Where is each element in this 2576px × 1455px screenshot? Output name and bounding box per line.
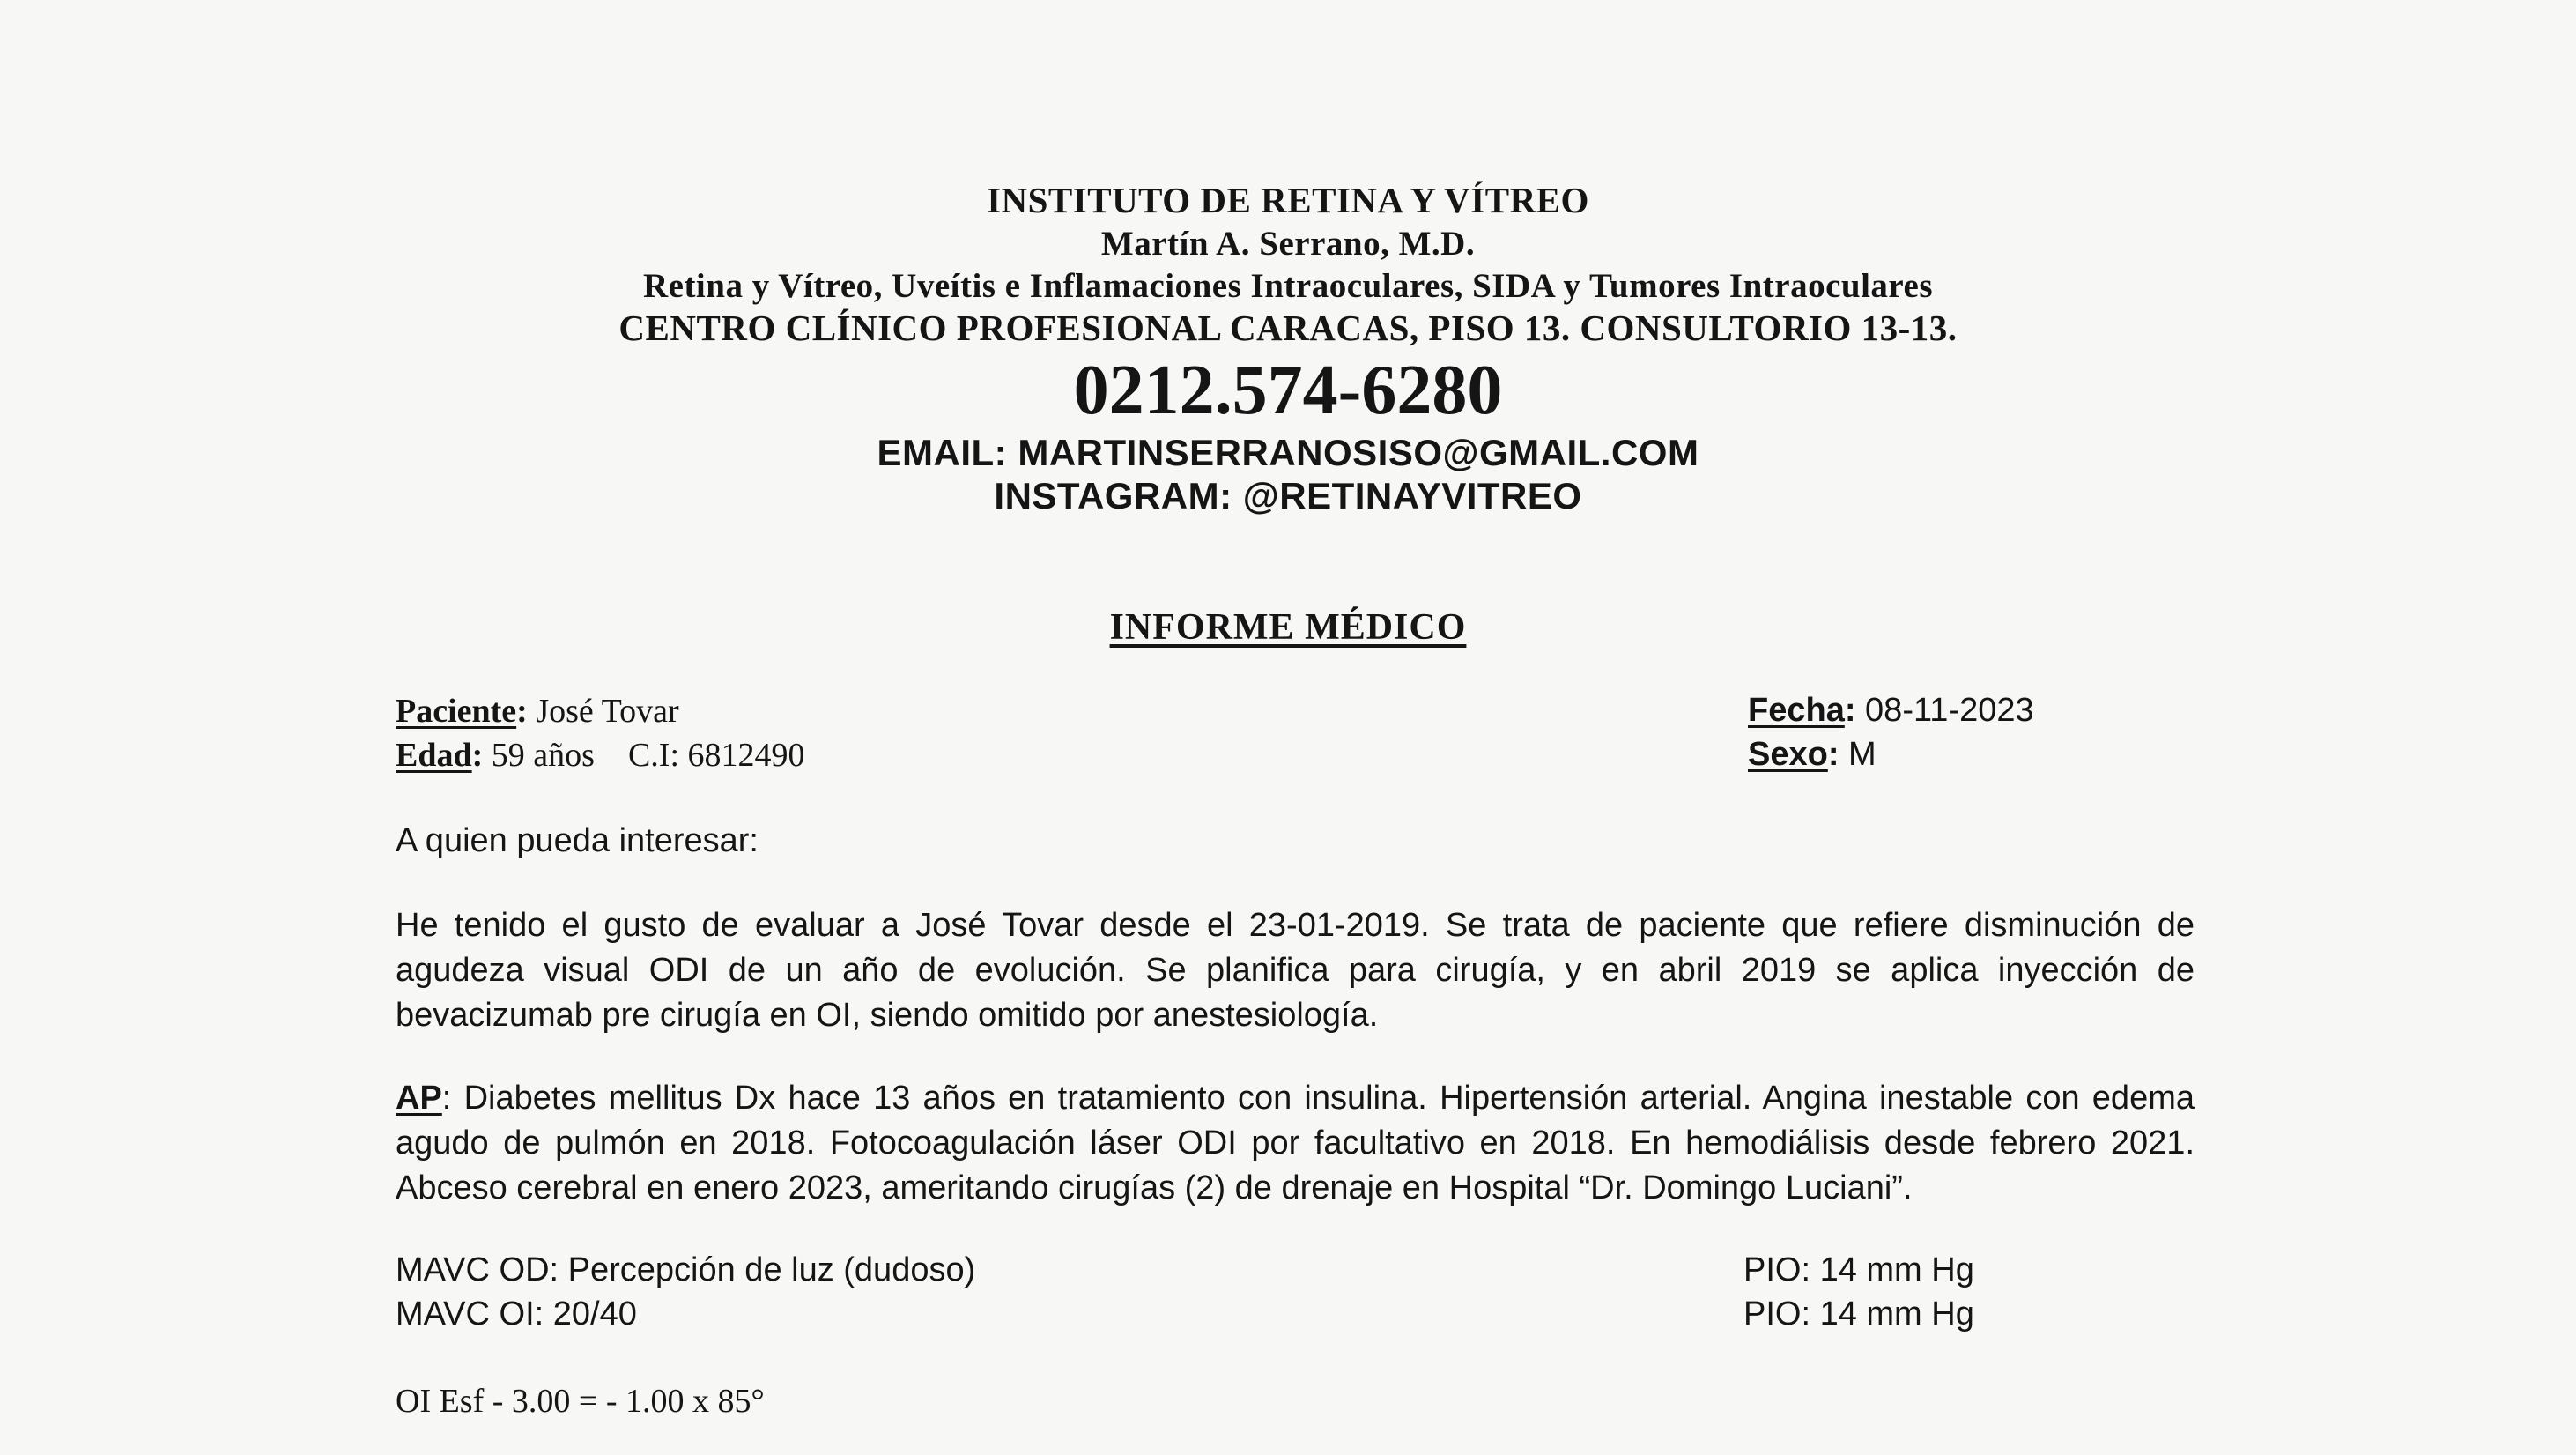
doctor-specialties: Retina y Vítreo, Uveítis e Inflamaciones Intraoculares, SIDA y Tumores Intraoculares: [642, 267, 1934, 305]
clinic-instagram: INSTAGRAM: @RETINAYVITREO: [994, 475, 1582, 516]
patient-sex: M: [1848, 736, 1876, 773]
greeting: A quien pueda interesar:: [396, 822, 759, 859]
refraction-oi: OI Esf - 3.00 = - 1.00 x 85°: [396, 1383, 765, 1420]
report-date-row: Fecha: 08-11-2023: [1748, 692, 2034, 729]
report-title: INFORME MÉDICO: [1109, 607, 1467, 648]
intraocular-pressure-od: PIO: 14 mm Hg: [1743, 1251, 1974, 1288]
clinic-email: EMAIL: MARTINSERRANOSISO@GMAIL.COM: [877, 432, 1699, 473]
doctor-name: Martín A. Serrano, M.D.: [1100, 225, 1476, 263]
patient-sex-row: Sexo: M: [1748, 736, 1876, 773]
clinic-phone: 0212.574-6280: [1073, 352, 1503, 429]
institute-name: INSTITUTO DE RETINA Y VÍTREO: [987, 180, 1589, 220]
intraocular-pressure-oi: PIO: 14 mm Hg: [1743, 1295, 1974, 1333]
patient-name-row: Paciente: José Tovar: [396, 693, 679, 730]
patient-age: 59 años: [491, 737, 595, 774]
report-date: 08-11-2023: [1865, 692, 2034, 729]
antecedents-label: AP: [396, 1080, 442, 1117]
antecedents-paragraph: AP: Diabetes mellitus Dx hace 13 años en tratamiento con insulina. Hipertensión arterial. Angina inestable con edema agudo de pulmón en 2018. Fotocoagulación láser ODI por facultativo en 2018. En hemodiálisis desde febrero 2021. Abceso cerebral en enero 2023, ameritando cirugías (2) de drenaje en Hospital “Dr. Domingo Luciani”.: [396, 1080, 2195, 1206]
clinic-address: CENTRO CLÍNICO PROFESIONAL CARACAS, PISO 13. CONSULTORIO 13-13.: [618, 308, 1958, 348]
history-paragraph: He tenido el gusto de evaluar a José Tovar desde el 23-01-2019. Se trata de paciente que refiere disminución de agudeza visual ODI de un año de evolución. Se planifica para cirugía, y en abril 2019 se aplica inyección de bevacizumab pre cirugía en OI, siendo omitido por anestesiología.: [396, 907, 2195, 1034]
patient-id: C.I: 6812490: [627, 737, 805, 774]
patient-sex-label: Sexo: [1748, 736, 1828, 773]
visual-acuity-od: MAVC OD: Percepción de luz (dudoso): [396, 1251, 976, 1288]
patient-name: José Tovar: [536, 693, 679, 730]
patient-age-row: Edad: 59 años C.I: 6812490: [396, 737, 805, 774]
antecedents-text: Diabetes mellitus Dx hace 13 años en tratamiento con insulina. Hipertensión arterial. Angina inestable con edema agudo de pulmón en 2018. Fotocoagulación láser ODI por facultativo en 2018. En hemodiálisis desde febrero 2021. Abceso cerebral en enero 2023, ameritando cirugías (2) de drenaje en Hospital “Dr. Domingo Luciani”.: [396, 1080, 2195, 1206]
report-date-label: Fecha: [1748, 692, 1845, 729]
visual-acuity-oi: MAVC OI: 20/40: [396, 1295, 637, 1333]
patient-age-label: Edad: [396, 737, 472, 774]
patient-name-label: Paciente: [396, 693, 517, 730]
report-title-row: [0, 606, 2576, 649]
